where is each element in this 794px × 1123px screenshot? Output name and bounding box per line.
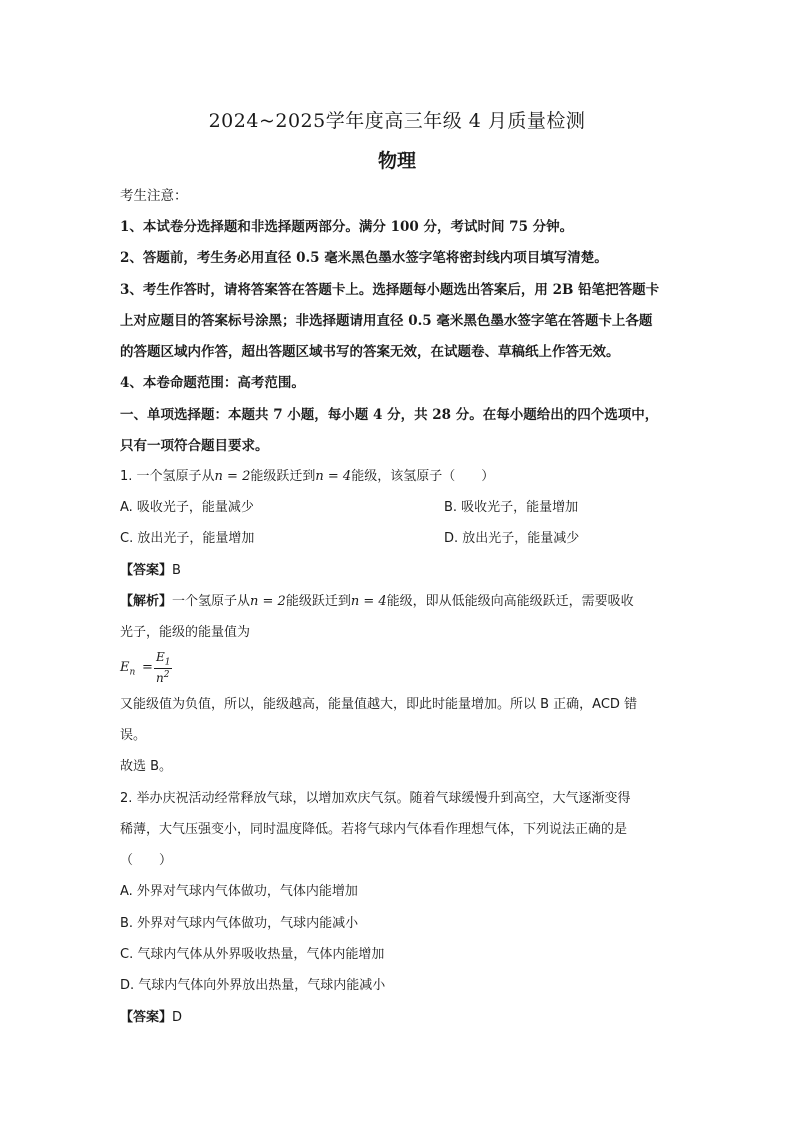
- notice-item: 2、答题前，考生务必用直径 0.5 毫米黑色墨水签字笔将密封线内项目填写清楚。: [120, 250, 608, 266]
- notice-item: 1、本试卷分选择题和非选择题两部分。满分 100 分，考试时间 75 分钟。: [120, 219, 574, 235]
- q1-analysis-line-4: 误。: [120, 728, 147, 743]
- notice-item: 3、考生作答时，请将答案答在答题卡上。选择题每小题选出答案后，用 2B 铅笔把答题卡: [120, 282, 660, 298]
- q1-analysis-line-2: 光子，能级的能量值为: [120, 625, 251, 640]
- fraction-bar: [154, 668, 172, 669]
- formula-numerator: $E_1$: [156, 650, 171, 668]
- question-2-stem-3: （ ）: [120, 853, 173, 868]
- formula-equals: =: [142, 660, 153, 675]
- q1-analysis-line-3: 又能级值为负值，所以，能级越高，能量值越大，即此时能量增加。所以 B 正确，ACD 错: [120, 697, 638, 712]
- answer-tag: 【答案】: [120, 1010, 173, 1025]
- energy-level-formula: [120, 650, 200, 686]
- question-2-stem-2: 稀薄，大气压强变小，同时温度降低。若将气球内气体看作理想气体，下列说法正确的是: [120, 822, 628, 837]
- exam-subject: 物理: [377, 150, 416, 172]
- answer-tag: 【答案】: [120, 563, 173, 578]
- section-heading: 一、单项选择题：本题共 7 小题，每小题 4 分，共 28 分。在每小题给出的四个选项中，: [120, 407, 659, 423]
- question-1-stem: 1. 一个氢原子从n = 2能级跃迁到n = 4能级，该氢原子（ ）: [120, 469, 495, 484]
- q1-option-a[interactable]: A. 吸收光子，能量减少: [120, 500, 254, 515]
- math-n-2: n = 2: [214, 469, 251, 484]
- q1-option-b[interactable]: B. 吸收光子，能量增加: [444, 500, 579, 515]
- analysis-tag: 【解析】: [120, 594, 173, 609]
- q1-option-c[interactable]: C. 放出光子，能量增加: [120, 531, 255, 546]
- math-n-4: n = 4: [315, 469, 352, 484]
- question-2-stem-1: 2. 举办庆祝活动经常释放气球，以增加欢庆气氛。随着气球缓慢升到高空，大气逐渐变得: [120, 791, 631, 806]
- q1-answer: [120, 561, 680, 581]
- exam-title: 2024~2025学年度高三年级 4 月质量检测: [208, 110, 586, 132]
- q2-option-d[interactable]: D. 气球内气体向外界放出热量，气球内能减小: [120, 978, 386, 993]
- q2-answer: [120, 1008, 680, 1028]
- q1-analysis-line-1: 【解析】一个氢原子从n = 2能级跃迁到n = 4能级，即从低能级向高能级跃迁，需要吸收: [120, 594, 634, 609]
- answer-value: D: [172, 1010, 183, 1025]
- notice-item: 4、本卷命题范围：高考范围。: [120, 375, 305, 391]
- q1-option-d[interactable]: D. 放出光子，能量减少: [444, 531, 580, 546]
- notice-item: 上对应题目的答案标号涂黑；非选择题请用直径 0.5 毫米黑色墨水签字笔在答题卡上各题: [120, 313, 653, 329]
- notice-item: 的答题区域内作答，超出答题区域书写的答案无效，在试题卷、草稿纸上作答无效。: [120, 344, 620, 360]
- answer-value: B: [172, 563, 181, 578]
- q2-option-a[interactable]: A. 外界对气球内气体做功，气体内能增加: [120, 884, 358, 899]
- formula-denominator: $n^2$: [156, 670, 170, 685]
- formula-lhs: $E_n$: [120, 660, 136, 678]
- q2-option-c[interactable]: C. 气球内气体从外界吸收热量，气体内能增加: [120, 947, 385, 962]
- notice-heading: 考生注意：: [120, 188, 188, 204]
- q2-option-b[interactable]: B. 外界对气球内气体做功，气球内能减小: [120, 916, 359, 931]
- q1-conclusion: 故选 B。: [120, 759, 173, 774]
- section-heading-cont: 只有一项符合题目要求。: [120, 438, 269, 454]
